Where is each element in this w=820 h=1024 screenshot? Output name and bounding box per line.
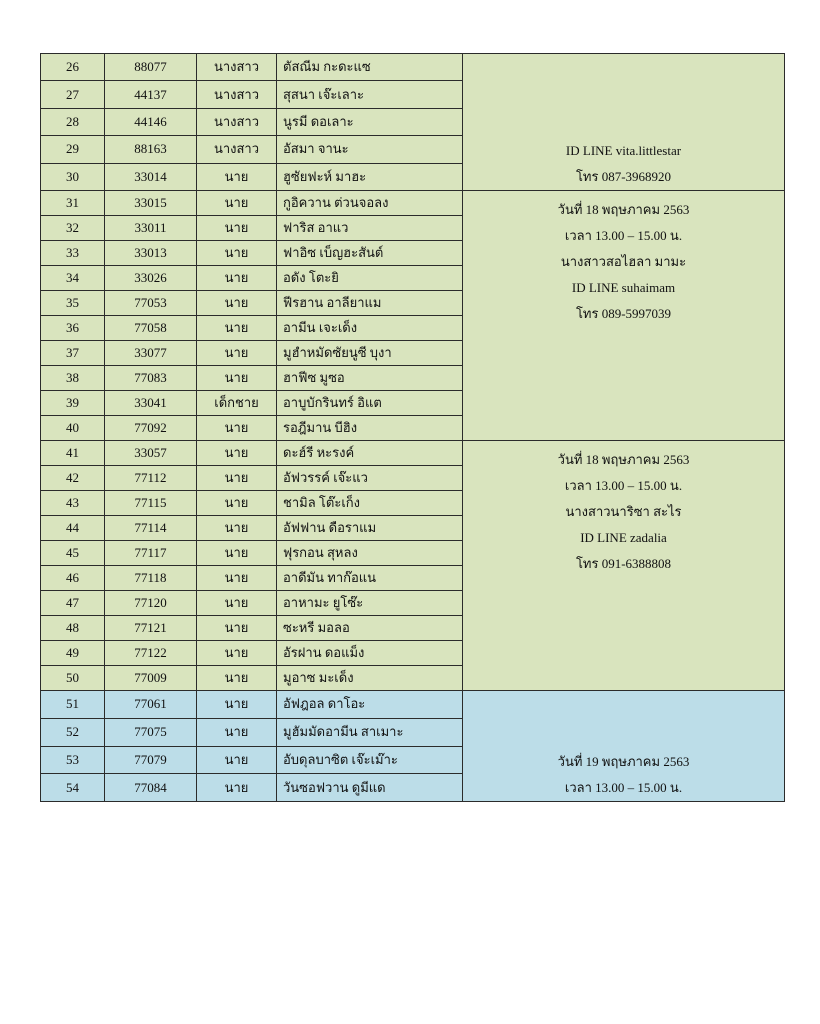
- student-name-cell: ฮาฟีซ มูซอ: [277, 366, 463, 391]
- row-number-cell: 30: [41, 163, 105, 190]
- table-row: [41, 691, 785, 719]
- contact-info-line: [469, 697, 778, 723]
- student-name-cell: อับดุลบาซิต เจ๊ะเม๊าะ: [277, 746, 463, 774]
- student-id-cell: 77117: [105, 541, 197, 566]
- student-id-cell: 44146: [105, 108, 197, 135]
- row-number-cell: 52: [41, 718, 105, 746]
- student-name-cell: อาดีมัน ทาก๊อแน: [277, 566, 463, 591]
- row-number-cell: 28: [41, 108, 105, 135]
- student-id-cell: 77118: [105, 566, 197, 591]
- contact-info-line: ID LINE vita.littlestar: [565, 143, 682, 158]
- contact-info-line: ID LINE suhaimam: [571, 280, 676, 295]
- student-id-cell: 33014: [105, 163, 197, 190]
- student-name-cell: ฟุรกอน สุหลง: [277, 541, 463, 566]
- contact-info-line: วันที่ 19 พฤษภาคม 2563: [557, 754, 690, 769]
- student-name-cell: ดะฮ์รี หะรงค์: [277, 441, 463, 466]
- row-number-cell: 53: [41, 746, 105, 774]
- title-prefix-cell: นาย: [197, 591, 277, 616]
- contact-info-line: โทร 087-3968920: [575, 169, 672, 184]
- student-id-cell: 77079: [105, 746, 197, 774]
- contact-info-line: นางสาวนาริซา สะไร: [565, 504, 682, 519]
- contact-info-line: [469, 723, 778, 749]
- contact-info-cell: [463, 441, 785, 691]
- student-name-cell: ฟาริส อาแว: [277, 216, 463, 241]
- row-number-cell: 47: [41, 591, 105, 616]
- student-id-cell: 77115: [105, 491, 197, 516]
- student-id-cell: 77121: [105, 616, 197, 641]
- title-prefix-cell: นาย: [197, 216, 277, 241]
- contact-info-line: [469, 112, 778, 138]
- title-prefix-cell: นางสาว: [197, 108, 277, 135]
- row-number-cell: 33: [41, 241, 105, 266]
- title-prefix-cell: นาย: [197, 691, 277, 719]
- row-number-cell: 31: [41, 191, 105, 216]
- title-prefix-cell: นาย: [197, 641, 277, 666]
- contact-info-line: เวลา 13.00 – 15.00 น.: [564, 780, 683, 795]
- contact-info-line: นางสาวสอไฮลา มามะ: [560, 254, 687, 269]
- title-prefix-cell: นาย: [197, 191, 277, 216]
- student-id-cell: 77122: [105, 641, 197, 666]
- student-id-cell: 33015: [105, 191, 197, 216]
- row-number-cell: 45: [41, 541, 105, 566]
- student-id-cell: 33013: [105, 241, 197, 266]
- title-prefix-cell: นาย: [197, 163, 277, 190]
- student-name-cell: มูฮัมมัดอามีน สาเมาะ: [277, 718, 463, 746]
- row-number-cell: 41: [41, 441, 105, 466]
- title-prefix-cell: นาย: [197, 266, 277, 291]
- row-number-cell: 26: [41, 54, 105, 81]
- title-prefix-cell: นาย: [197, 616, 277, 641]
- title-prefix-cell: นาย: [197, 566, 277, 591]
- contact-info-cell: [463, 691, 785, 802]
- student-name-cell: อดัง โตะยิ: [277, 266, 463, 291]
- title-prefix-cell: นาย: [197, 666, 277, 691]
- student-name-cell: นูรมี ดอเลาะ: [277, 108, 463, 135]
- student-name-cell: รอฎีมาน บีฮิง: [277, 416, 463, 441]
- contact-info-cell: [463, 191, 785, 441]
- row-number-cell: 35: [41, 291, 105, 316]
- contact-info-line: เวลา 13.00 – 15.00 น.: [564, 228, 683, 243]
- row-number-cell: 50: [41, 666, 105, 691]
- student-name-cell: ซะหรี มอลอ: [277, 616, 463, 641]
- student-id-cell: 88077: [105, 54, 197, 81]
- title-prefix-cell: นาย: [197, 746, 277, 774]
- student-name-cell: มูอาซ มะเด็ง: [277, 666, 463, 691]
- student-id-cell: 33077: [105, 341, 197, 366]
- title-prefix-cell: นาย: [197, 466, 277, 491]
- student-name-cell: ชามิล โต๊ะเก็ง: [277, 491, 463, 516]
- student-name-cell: กูอิควาน ต่วนจอลง: [277, 191, 463, 216]
- student-id-cell: 77114: [105, 516, 197, 541]
- student-name-cell: อัฟฎอล ดาโอะ: [277, 691, 463, 719]
- student-id-cell: 88163: [105, 136, 197, 163]
- contact-info-line: [469, 86, 778, 112]
- contact-info-line: วันที่ 18 พฤษภาคม 2563: [557, 452, 690, 467]
- title-prefix-cell: นาย: [197, 718, 277, 746]
- row-number-cell: 39: [41, 391, 105, 416]
- student-id-cell: 44137: [105, 81, 197, 108]
- row-number-cell: 46: [41, 566, 105, 591]
- student-id-cell: 77084: [105, 774, 197, 802]
- row-number-cell: 54: [41, 774, 105, 802]
- title-prefix-cell: นาย: [197, 366, 277, 391]
- student-name-cell: วันซอฟวาน ดูมีแด: [277, 774, 463, 802]
- row-number-cell: 32: [41, 216, 105, 241]
- row-number-cell: 36: [41, 316, 105, 341]
- title-prefix-cell: นาย: [197, 291, 277, 316]
- title-prefix-cell: นางสาว: [197, 81, 277, 108]
- student-id-cell: 33026: [105, 266, 197, 291]
- title-prefix-cell: นางสาว: [197, 136, 277, 163]
- title-prefix-cell: นาย: [197, 541, 277, 566]
- student-name-cell: อัสมา จานะ: [277, 136, 463, 163]
- row-number-cell: 27: [41, 81, 105, 108]
- title-prefix-cell: นาย: [197, 516, 277, 541]
- row-number-cell: 48: [41, 616, 105, 641]
- student-id-cell: 77083: [105, 366, 197, 391]
- student-id-cell: 77053: [105, 291, 197, 316]
- contact-info-line: วันที่ 18 พฤษภาคม 2563: [557, 202, 690, 217]
- table-row: [41, 191, 785, 216]
- student-id-cell: 77075: [105, 718, 197, 746]
- student-id-cell: 33057: [105, 441, 197, 466]
- row-number-cell: 34: [41, 266, 105, 291]
- title-prefix-cell: นาย: [197, 416, 277, 441]
- student-table: [40, 53, 785, 802]
- student-name-cell: อาหามะ ยูโซ๊ะ: [277, 591, 463, 616]
- student-id-cell: 77058: [105, 316, 197, 341]
- student-name-cell: อัรฝาน ดอแม็ง: [277, 641, 463, 666]
- row-number-cell: 44: [41, 516, 105, 541]
- student-id-cell: 77120: [105, 591, 197, 616]
- row-number-cell: 51: [41, 691, 105, 719]
- student-id-cell: 77092: [105, 416, 197, 441]
- row-number-cell: 37: [41, 341, 105, 366]
- row-number-cell: 38: [41, 366, 105, 391]
- student-name-cell: อาบูบักรินทร์ อิแต: [277, 391, 463, 416]
- row-number-cell: 42: [41, 466, 105, 491]
- student-name-cell: ฮูซัยฟะห์ มาฮะ: [277, 163, 463, 190]
- table-row: [41, 441, 785, 466]
- student-id-cell: 77112: [105, 466, 197, 491]
- contact-info-cell: [463, 54, 785, 191]
- student-name-cell: ตัสณีม กะดะแซ: [277, 54, 463, 81]
- contact-info-line: [469, 60, 778, 86]
- student-name-cell: อัฟวรรค์ เจ๊ะแว: [277, 466, 463, 491]
- row-number-cell: 49: [41, 641, 105, 666]
- student-id-cell: 33011: [105, 216, 197, 241]
- contact-info-line: โทร 091-6388808: [575, 556, 672, 571]
- student-name-cell: ฟีรฮาน อาลียาแม: [277, 291, 463, 316]
- row-number-cell: 43: [41, 491, 105, 516]
- title-prefix-cell: นาย: [197, 441, 277, 466]
- row-number-cell: 29: [41, 136, 105, 163]
- title-prefix-cell: เด็กชาย: [197, 391, 277, 416]
- title-prefix-cell: นางสาว: [197, 54, 277, 81]
- row-number-cell: 40: [41, 416, 105, 441]
- student-name-cell: ฟาอิซ เบ็ญฮะสันต์: [277, 241, 463, 266]
- title-prefix-cell: นาย: [197, 241, 277, 266]
- student-id-cell: 33041: [105, 391, 197, 416]
- student-name-cell: อัฟฟาน ดือราแม: [277, 516, 463, 541]
- title-prefix-cell: นาย: [197, 316, 277, 341]
- student-table-body: [41, 54, 785, 802]
- title-prefix-cell: นาย: [197, 341, 277, 366]
- student-name-cell: อามีน เจะเด็ง: [277, 316, 463, 341]
- contact-info-line: เวลา 13.00 – 15.00 น.: [564, 478, 683, 493]
- table-row: [41, 54, 785, 81]
- student-name-cell: สุสนา เจ๊ะเลาะ: [277, 81, 463, 108]
- contact-info-line: ID LINE zadalia: [580, 530, 667, 545]
- title-prefix-cell: นาย: [197, 491, 277, 516]
- contact-info-line: โทร 089-5997039: [575, 306, 672, 321]
- student-name-cell: มูฮำหมัดซัยนูซี บุงา: [277, 341, 463, 366]
- title-prefix-cell: นาย: [197, 774, 277, 802]
- student-id-cell: 77061: [105, 691, 197, 719]
- student-id-cell: 77009: [105, 666, 197, 691]
